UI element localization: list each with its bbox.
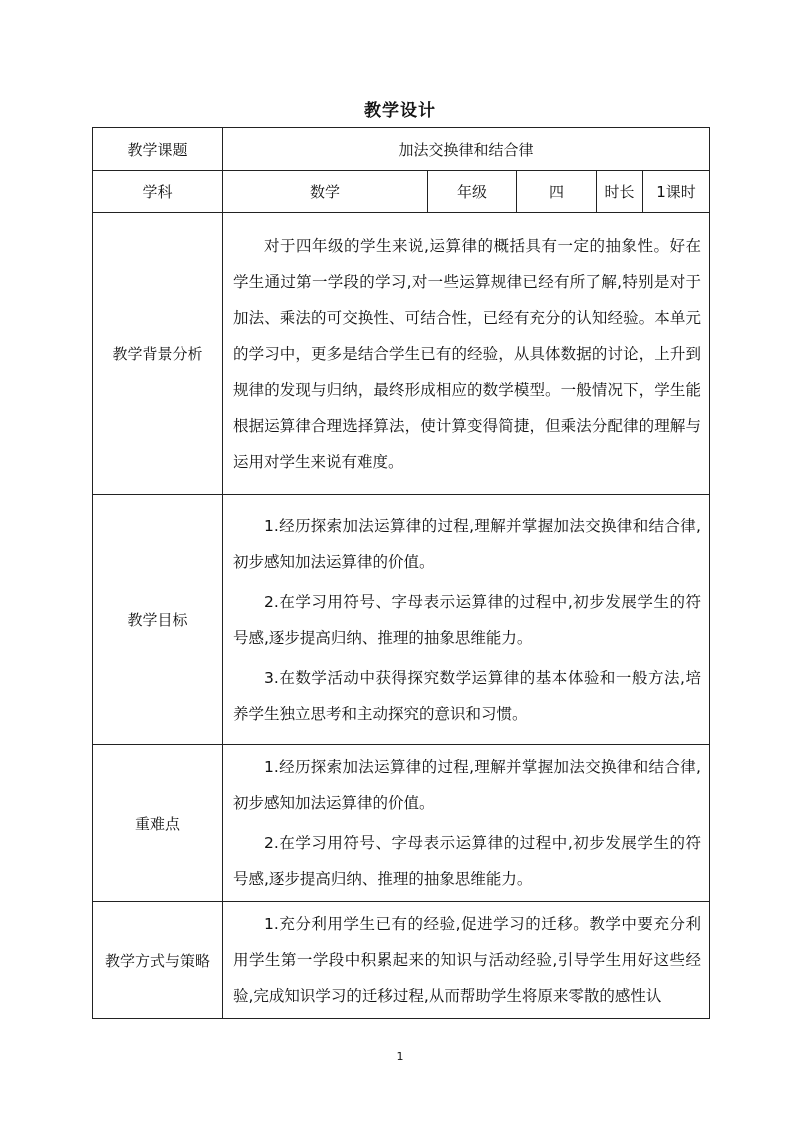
key-point-item: 2.在学习用符号、字母表示运算律的过程中,初步发展学生的符号感,逐步提高归纳、推理的抽象思维能力。: [233, 834, 701, 888]
objective-item: 2.在学习用符号、字母表示运算律的过程中,初步发展学生的符号感,逐步提高归纳、推理的抽象思维能力。: [233, 592, 701, 647]
subject-value: 数学: [223, 171, 428, 213]
objective-item: 1.经历探索加法运算律的过程,理解并掌握加法交换律和结合律,初步感知加法运算律的价值。: [233, 516, 701, 571]
key-points-label: 重难点: [93, 745, 223, 902]
objectives-label: 教学目标: [93, 495, 223, 745]
duration-label: 时长: [597, 171, 643, 213]
background-paragraph: 对于四年级的学生来说,运算律的概括具有一定的抽象性。好在学生通过第一学段的学习,对一些运算规律已经有所了解,特别是对于加法、乘法的可交换性、可结合性，已经有充分的认知经验。本单元的学习中，更多是结合学生已有的经验，从具体数据的讨论，上升到规律的发现与归纳，最终形成相应的数学模型。一般情况下，学生能根据运算律合理选择算法，使计算变得简捷，但乘法分配律的理解与运用对学生来说有难度。: [233, 236, 701, 471]
key-point-item: 1.经历探索加法运算律的过程,理解并掌握加法交换律和结合律,初步感知加法运算律的价值。: [233, 758, 701, 812]
strategies-content: [223, 902, 710, 1019]
subject-label: 学科: [93, 171, 223, 213]
key-points-row: [93, 745, 710, 902]
key-points-content: [223, 745, 710, 902]
topic-value: 加法交换律和结合律: [223, 128, 710, 171]
grade-label: 年级: [428, 171, 517, 213]
background-row: [93, 213, 710, 495]
topic-row: [93, 128, 710, 171]
duration-value: 1课时: [643, 171, 710, 213]
background-label: 教学背景分析: [93, 213, 223, 495]
objective-item: 3.在数学活动中获得探究数学运算律的基本体验和一般方法,培养学生独立思考和主动探究的意识和习惯。: [233, 668, 701, 723]
lesson-plan-table: [92, 127, 710, 1019]
strategy-item: 1.充分利用学生已有的经验,促进学习的迁移。教学中要充分利用学生第一学段中积累起来的知识与活动经验,引导学生用好这些经验,完成知识学习的迁移过程,从而帮助学生将原来零散的感性认: [233, 915, 701, 1005]
objectives-row: [93, 495, 710, 745]
background-content: [223, 213, 710, 495]
strategies-label: 教学方式与策略: [93, 902, 223, 1019]
grade-value: 四: [517, 171, 597, 213]
objectives-content: [223, 495, 710, 745]
topic-label: 教学课题: [93, 128, 223, 171]
subject-row: [93, 171, 710, 213]
strategies-row: [93, 902, 710, 1019]
page-number: 1: [396, 1050, 404, 1063]
document-title: 教学设计: [364, 101, 436, 121]
